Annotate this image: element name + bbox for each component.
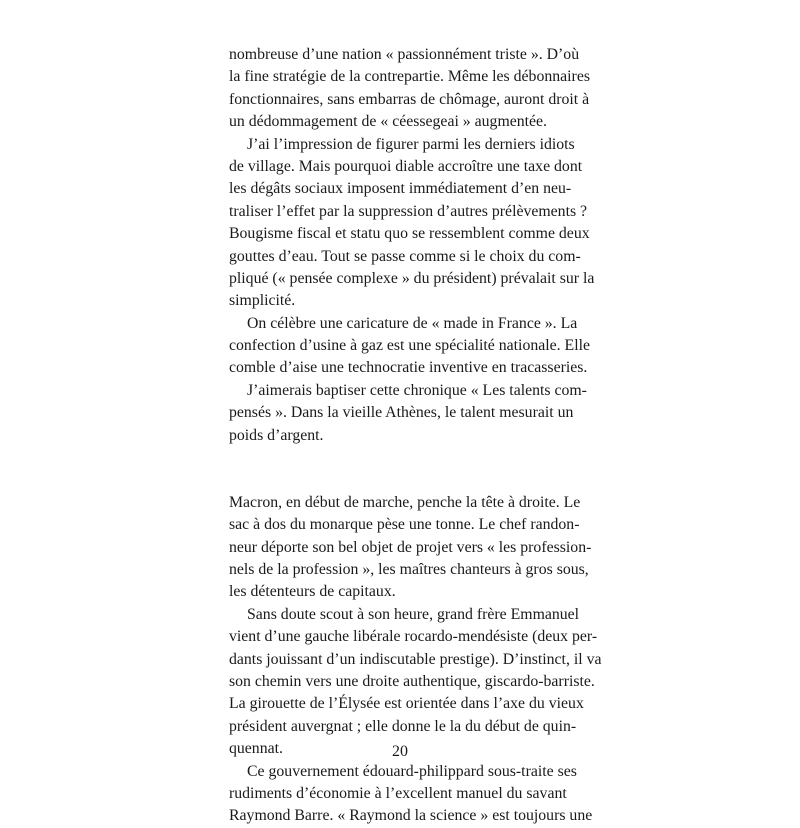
text-line: Raymond Barre. « Raymond la science » est toujours une — [229, 807, 593, 825]
text-line: Macron, en début de marche, penche la tête à droite. Le — [229, 493, 581, 511]
text-line: J’aimerais baptiser cette chronique « Les talents com- — [247, 381, 587, 399]
text-line: pliqué (« pensée complexe » du président) prévalait sur la — [229, 269, 595, 287]
text-line: son chemin vers une droite authentique, giscardo-barriste. — [229, 672, 595, 690]
section-break — [229, 469, 565, 491]
text-line: pensés ». Dans la vieille Athènes, le talent mesurait un — [229, 404, 574, 422]
text-line: rudiments d’économie à l’excellent manuel du savant — [229, 784, 567, 802]
text-line: comble d’aise une technocratie inventive en tracasseries. — [229, 359, 588, 377]
text-line: Bougisme fiscal et statu quo se ressemblent comme deux — [229, 225, 590, 243]
text-line: poids d’argent. — [229, 426, 324, 444]
text-line: J’ai l’impression de figurer parmi les derniers idiots — [247, 135, 575, 153]
text-line: On célèbre une caricature de « made in France ». La — [247, 314, 578, 332]
text-line: sac à dos du monarque pèse une tonne. Le chef randon- — [229, 516, 580, 534]
text-line: vient d’une gauche libérale rocardo-mendésiste (deux per- — [229, 628, 598, 646]
text-line: nombreuse d’une nation « passionnément triste ». D’où — [229, 46, 580, 63]
text-line: La girouette de l’Élysée est orientée dans l’axe du vieux — [229, 695, 584, 713]
text-line: gouttes d’eau. Tout se passe comme si le choix du com- — [229, 247, 581, 265]
text-line: un dédommagement de « céessegeai » augmentée. — [229, 113, 548, 131]
text-line: la fine stratégie de la contrepartie. Même les débonnaires — [229, 68, 590, 86]
page-number: 20 — [392, 743, 408, 760]
text-line: quennat. — [229, 740, 283, 758]
text-line: de village. Mais pourquoi diable accroître une taxe dont — [229, 157, 583, 175]
section-break — [229, 447, 565, 469]
page-text-block — [229, 44, 602, 828]
text-line: nels de la profession », les maîtres chanteurs à gros sous, — [229, 560, 589, 578]
text-line: traliser l’effet par la suppression d’autres prélèvements ? — [229, 202, 588, 220]
text-line: les détenteurs de capitaux. — [229, 583, 396, 601]
text-line: Sans doute scout à son heure, grand frère Emmanuel — [247, 605, 580, 623]
text-line: les dégâts sociaux imposent immédiatement d’en neu- — [229, 180, 572, 198]
text-line: dants jouissant d’un indiscutable prestige). D’instinct, il va — [229, 650, 602, 668]
text-line: fonctionnaires, sans embarras de chômage, auront droit à — [229, 90, 590, 108]
text-line: neur déporte son bel objet de projet vers « les profession- — [229, 538, 592, 556]
text-line: confection d’usine à gaz est une spécialité nationale. Elle — [229, 337, 590, 355]
text-line: président auvergnat ; elle donne le la du début de quin- — [229, 717, 577, 735]
text-line: Ce gouvernement édouard-philippard sous-traite ses — [247, 762, 577, 780]
text-line: simplicité. — [229, 292, 296, 310]
